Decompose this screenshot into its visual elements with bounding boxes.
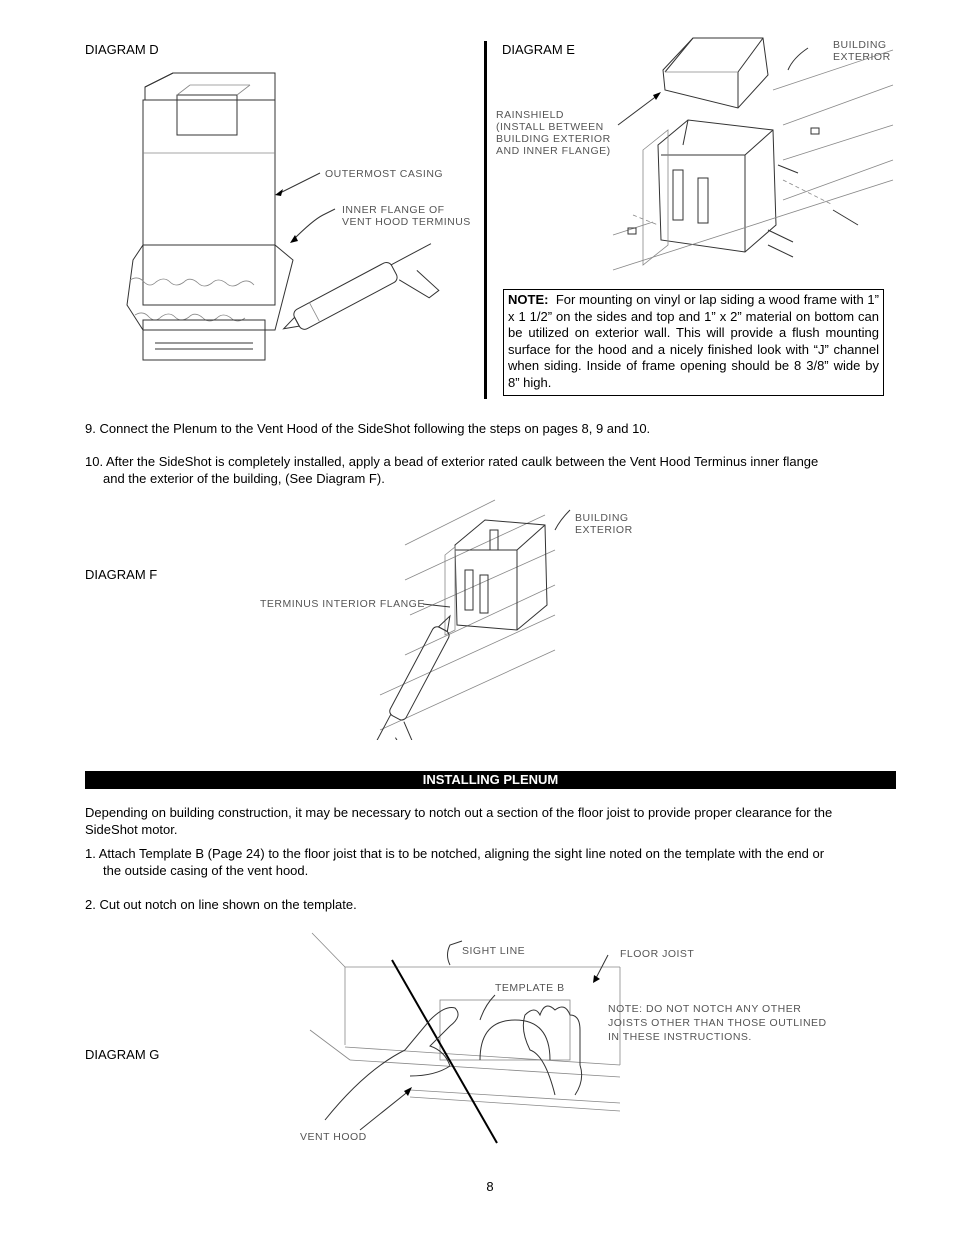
step-1-line-2: the outside casing of the vent hood. xyxy=(103,863,309,878)
diagram-d-drawing xyxy=(115,65,485,375)
diagram-d-title: DIAGRAM D xyxy=(85,42,159,57)
step-2: 2. Cut out notch on line shown on the template. xyxy=(85,897,357,912)
diagram-g-title: DIAGRAM G xyxy=(85,1047,160,1062)
inner-flange-label-1: INNER FLANGE OF xyxy=(342,204,445,216)
vent-hood-label: VENT HOOD xyxy=(300,1131,367,1143)
step-10 xyxy=(85,453,895,487)
note-text: For mounting on vinyl or lap siding a wood frame with 1” x 1 1/2” on the sides and top and 1” x 2” material on bottom can be utilized on exterior wall. This will provide a flush mounting surface for the hood and a nicely finished look with “J” channel when siding. Inside of frame opening should be 8 3/8” wide by 8” high. xyxy=(508,292,879,390)
step-10-line-2: and the exterior of the building, (See Diagram F). xyxy=(103,471,385,486)
rainshield-label-3: BUILDING EXTERIOR xyxy=(496,133,611,145)
note-label: NOTE: xyxy=(508,292,549,307)
note-box xyxy=(503,289,884,396)
rainshield-label-2: (INSTALL BETWEEN xyxy=(496,121,604,133)
f-building-label-2: EXTERIOR xyxy=(575,524,633,536)
step-1-line-1: 1. Attach Template B (Page 24) to the floor joist that is to be notched, aligning the sight line noted on the template with the end or xyxy=(85,846,825,861)
diagram-g-drawing xyxy=(290,925,850,1150)
intro-line-2: SideShot motor. xyxy=(85,822,178,837)
building-label-2: EXTERIOR xyxy=(833,51,891,63)
diagram-e-title: DIAGRAM E xyxy=(502,42,575,57)
intro-line-1: Depending on building construction, it may be necessary to notch out a section of the floor joist to provide proper clearance for the xyxy=(85,805,833,820)
step-1 xyxy=(85,845,895,879)
sight-line-label: SIGHT LINE xyxy=(462,945,526,957)
diagram-f-drawing xyxy=(255,495,655,740)
rainshield-label-4: AND INNER FLANGE) xyxy=(496,145,611,157)
f-building-label-1: BUILDING xyxy=(575,512,629,524)
g-note-line-2: JOISTS OTHER THAN THOSE OUTLINED xyxy=(608,1017,827,1029)
floor-joist-label: FLOOR JOIST xyxy=(620,948,695,960)
diagram-f-title: DIAGRAM F xyxy=(85,567,158,582)
section-heading: INSTALLING PLENUM xyxy=(85,771,896,789)
inner-flange-label-2: VENT HOOD TERMINUS xyxy=(342,216,471,228)
building-label-1: BUILDING xyxy=(833,39,887,51)
template-b-label: TEMPLATE B xyxy=(495,982,565,994)
diagram-e-drawing xyxy=(493,30,903,285)
rainshield-label-1: RAINSHIELD xyxy=(496,109,565,121)
terminus-flange-label: TERMINUS INTERIOR FLANGE xyxy=(260,598,425,610)
intro-paragraph xyxy=(85,804,895,838)
page-number: 8 xyxy=(486,1179,494,1194)
g-note-line-1: NOTE: DO NOT NOTCH ANY OTHER xyxy=(608,1003,802,1015)
step-10-line-1: 10. After the SideShot is completely installed, apply a bead of exterior rated caulk between the Vent Hood Terminus inner flange xyxy=(85,454,819,469)
outermost-casing-label: OUTERMOST CASING xyxy=(325,168,444,180)
step-9: 9. Connect the Plenum to the Vent Hood of the SideShot following the steps on pages 8, 9 and 10. xyxy=(85,421,651,436)
g-note-line-3: IN THESE INSTRUCTIONS. xyxy=(608,1031,752,1043)
